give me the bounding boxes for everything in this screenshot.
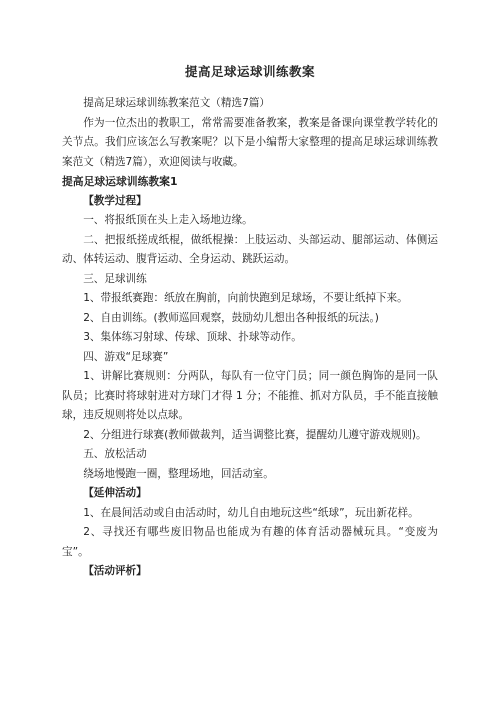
subsection-heading: 【延伸活动】 [83,487,147,499]
paragraph: 1、带报纸赛跑：纸放在胸前，向前快跑到足球场，不要让纸掉下来。 [83,292,408,304]
paragraph: 1、讲解比赛规则：分两队，每队有一位守门员；同一颜色胸饰的是同一队队员；比赛时将球射进对方球门才得 1 分；不能推、抓对方队员，手不能直接触球，违反规则将处以点球。 [62,370,438,421]
paragraph: 1、在晨间活动或自由活动时，幼儿自由地玩这些“纸球”，玩出新花样。 [83,506,419,519]
paragraph: 三、足球训练 [83,272,147,285]
paragraph: 提高足球运球训练教案范文（精选7篇） [83,97,271,109]
paragraph: 2、寻找还有哪些废旧物品也能成为有趣的体育活动器械玩具。“变废为宝”。 [62,526,438,558]
paragraph: 作为一位杰出的教职工，常常需要准备教案，教案是备课向课堂教学转化的关节点。我们应该怎么写教案呢？以下是小编帮大家整理的提高足球运球训练教案范文（精选7篇），欢迎阅读与收藏。 [62,116,438,168]
section-heading: 提高足球运球训练教案1 [62,175,178,188]
paragraph: 一、将报纸顶在头上走入场地边缘。 [83,214,253,226]
document-body [62,94,438,582]
paragraph: 绕场地慢跑一圈，整理场地，回活动室。 [83,467,274,480]
paragraph: 四、游戏“足球赛” [83,350,169,363]
paragraph: 二、把报纸搓成纸棍，做纸棍操：上肢运动、头部运动、腿部运动、体侧运动、体转运动、腹背运动、全身运动、跳跃运动。 [62,233,438,265]
paragraph: 2、分组进行球赛(教师做裁判，适当调整比赛，提醒幼儿遵守游戏规则)。 [83,428,427,441]
document-title: 提高足球运球训练教案 [184,64,315,79]
paragraph: 五、放松活动 [83,448,147,460]
subsection-heading: 【活动评析】 [83,565,147,577]
paragraph: 2、自由训练。(教师巡回观察，鼓励幼儿想出各种报纸的玩法。) [83,311,379,324]
subsection-heading: 【教学过程】 [83,194,147,207]
paragraph: 3、集体练习射球、传球、顶球、扑球等动作。 [83,331,302,343]
